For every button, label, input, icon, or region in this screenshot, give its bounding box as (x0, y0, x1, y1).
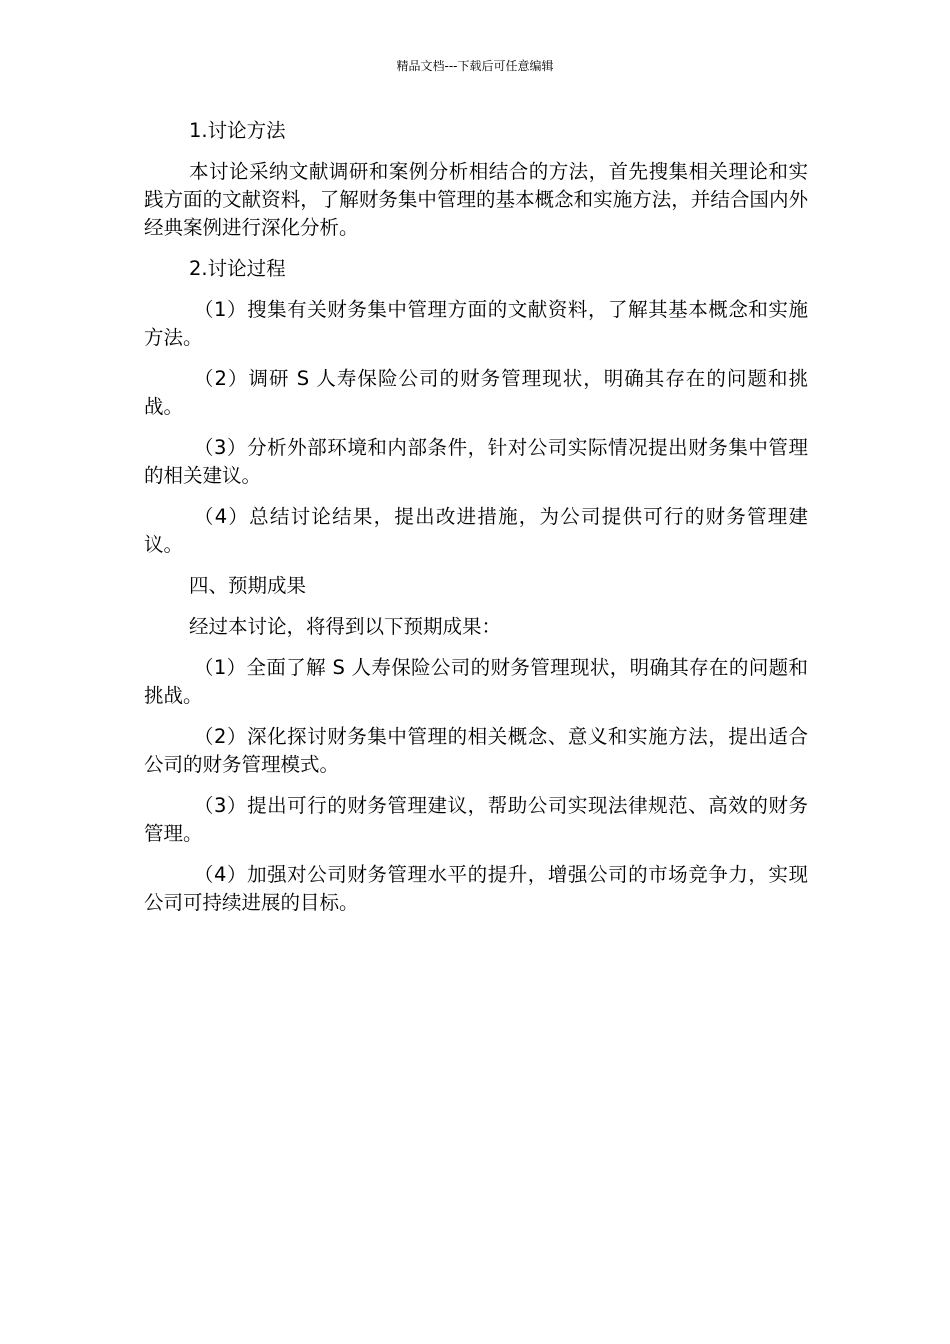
process-item-3: （3）分析外部环境和内部条件，针对公司实际情况提出财务集中管理的相关建议。 (144, 436, 808, 487)
section-heading-expected-results: 四、预期成果 (189, 574, 307, 597)
expected-results-intro: 经过本讨论，将得到以下预期成果： (189, 615, 502, 638)
section-heading-research-method: 1.讨论方法 (189, 119, 286, 142)
result-item-3: （3）提出可行的财务管理建议，帮助公司实现法律规范、高效的财务管理。 (144, 794, 808, 845)
document-body (144, 117, 808, 917)
result-item-1: （1）全面了解 S 人寿保险公司的财务管理现状，明确其存在的问题和挑战。 (144, 656, 808, 707)
page-header: 精品文档---下载后可任意编辑 (396, 59, 554, 73)
process-item-1: （1）搜集有关财务集中管理方面的文献资料，了解其基本概念和实施方法。 (144, 298, 808, 349)
result-item-2: （2）深化探讨财务集中管理的相关概念、意义和实施方法，提出适合公司的财务管理模式。 (144, 725, 808, 776)
paragraph-research-method: 本讨论采纳文献调研和案例分析相结合的方法，首先搜集相关理论和实践方面的文献资料，了解财务集中管理的基本概念和实施方法，并结合国内外经典案例进行深化分析。 (144, 160, 808, 239)
result-item-4: （4）加强对公司财务管理水平的提升，增强公司的市场竞争力，实现公司可持续进展的目标。 (144, 863, 808, 914)
process-item-2: （2）调研 S 人寿保险公司的财务管理现状，明确其存在的问题和挑战。 (144, 367, 808, 418)
section-heading-research-process: 2.讨论过程 (189, 257, 286, 280)
process-item-4: （4）总结讨论结果，提出改进措施，为公司提供可行的财务管理建议。 (144, 505, 808, 556)
